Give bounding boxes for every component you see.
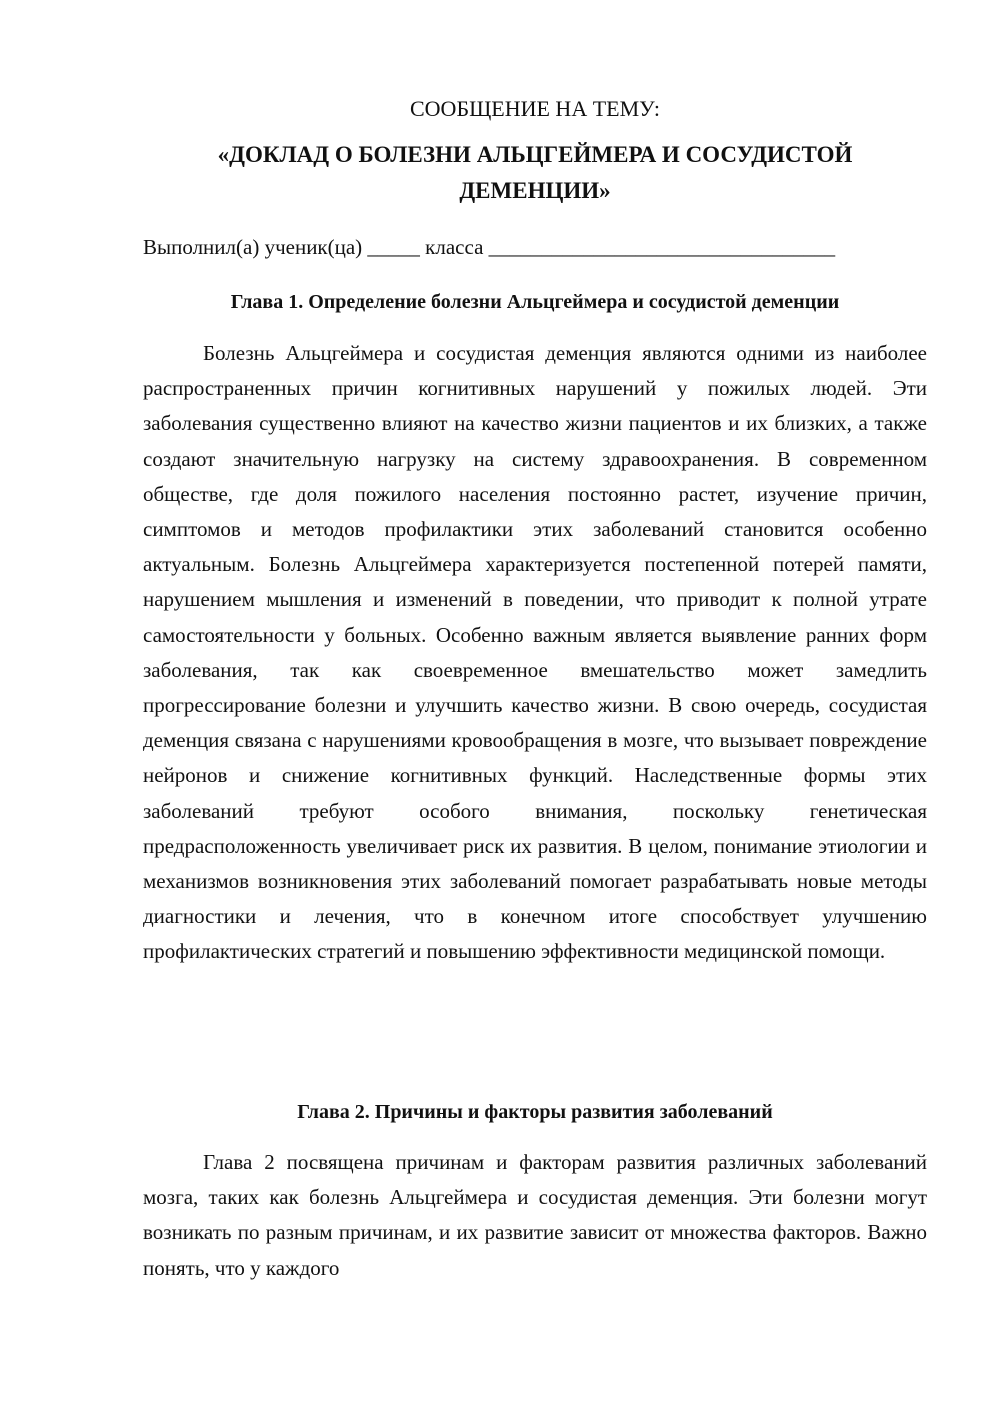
- student-info-line: Выполнил(а) ученик(ца) _____ класса _________________________________: [143, 235, 836, 259]
- chapter-1-paragraph: Болезнь Альцгеймера и сосудистая деменция являются одними из наиболее распространенных причин когнитивных нарушений у пожилых людей. Эти заболевания существенно влияют на качество жизни пациентов и их близких, а также создают значительную нагрузку на систему здравоохранения. В современном обществе, где доля пожилого населения постоянно растет, изучение причин, симптомов и методов профилактики этих заболеваний становится особенно актуальным. Болезнь Альцгеймера характеризуется постепенной потерей памяти, нарушением мышления и изменений в поведении, что приводит к полной утрате самостоятельности у больных. Особенно важным является выявление ранних форм заболевания, так как своевременное вмешательство может замедлить прогрессирование болезни и улучшить качество жизни. В свою очередь, сосудистая деменция связана с нарушениями кровообращения в мозге, что вызывает повреждение нейронов и снижение когнитивных функций. Наследственные формы этих заболеваний требуют особого внимания, поскольку генетическая предрасположенность увеличивает риск их развития. В целом, понимание этиологии и механизмов возникновения этих заболеваний помогает разрабатывать новые методы диагностики и лечения, что в конечном итоге способствует улучшению профилактических стратегий и повышению эффективности медицинской помощи.: [143, 341, 927, 964]
- chapter-2-paragraph: Глава 2 посвящена причинам и факторам развития различных заболеваний мозга, таких как болезнь Альцгеймера и сосудистая деменция. Эти болезни могут возникать по разным причинам, и их развитие зависит от множества факторов. Важно понять, что у каждого: [143, 1150, 927, 1280]
- chapter-2-heading: Глава 2. Причины и факторы развития заболеваний: [297, 1101, 773, 1123]
- chapter-1-heading: Глава 1. Определение болезни Альцгеймера и сосудистой деменции: [230, 291, 840, 313]
- document-title-line-2: ДЕМЕНЦИИ»: [459, 178, 611, 203]
- document-subject-label: СООБЩЕНИЕ НА ТЕМУ:: [410, 96, 660, 121]
- document-title-line-1: «ДОКЛАД О БОЛЕЗНИ АЛЬЦГЕЙМЕРА И СОСУДИСТОЙ: [217, 142, 853, 167]
